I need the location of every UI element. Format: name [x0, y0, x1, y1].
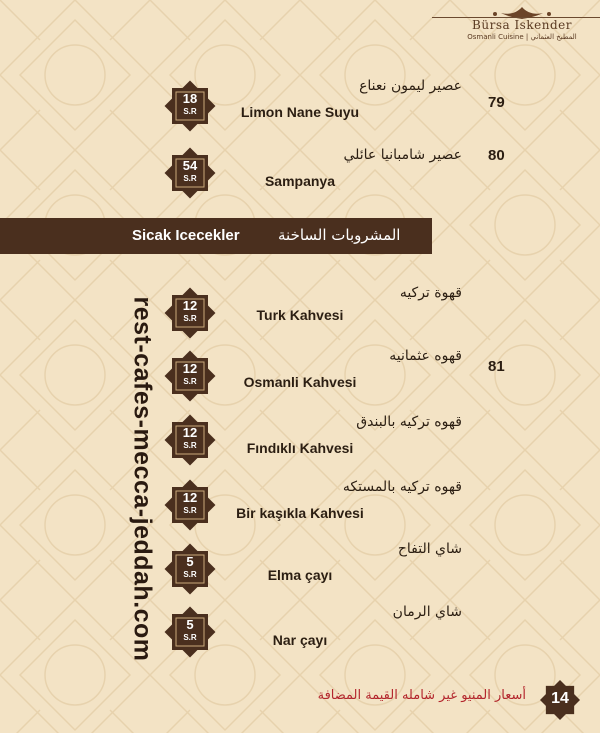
price: 18: [182, 91, 198, 106]
item-name-ar: شاي التفاح: [397, 541, 462, 557]
item-name-tr: Limon Nane Suyu: [240, 104, 360, 120]
price: 5: [186, 554, 194, 569]
item-name-ar: قهوه تركيه بالمستكه: [342, 479, 462, 495]
price: 12: [182, 298, 198, 313]
item-name-tr: Bir kaşıkla Kahvesi: [236, 505, 364, 521]
page-number: 14: [551, 690, 569, 707]
price: 12: [182, 425, 198, 440]
item-number: 81: [488, 358, 505, 375]
currency: S.R: [183, 441, 197, 450]
item-name-ar: عصير ليمون نعناع: [359, 78, 462, 94]
item-name-tr: Turk Kahvesi: [256, 307, 344, 323]
item-number: 79: [488, 94, 505, 111]
item-name-ar: قهوه عثمانيه: [389, 348, 462, 364]
currency: S.R: [183, 633, 197, 642]
currency: S.R: [183, 506, 197, 515]
vat-note: أسعار المنيو غير شامله القيمة المضافة: [317, 688, 526, 703]
item-name-ar: قهوة تركيه: [399, 285, 462, 301]
item-name-ar: شاي الرمان: [392, 604, 462, 620]
currency: S.R: [183, 314, 197, 323]
section-title-tr: Sicak Icecekler: [132, 227, 240, 244]
item-name-tr: Sampanya: [264, 173, 336, 189]
item-name-ar: قهوه تركيه بالبندق: [356, 414, 462, 430]
section-divider: [432, 17, 600, 18]
item-name-tr: Nar çayı: [272, 632, 328, 648]
item-name-tr: Osmanli Kahvesi: [243, 374, 357, 390]
section-header: [0, 218, 432, 254]
section-title-ar: المشروبات الساخنة: [278, 226, 401, 244]
brand-subtitle: Osmanli Cuisine | المطبخ العثماني: [467, 33, 577, 41]
price: 12: [182, 490, 198, 505]
currency: S.R: [183, 107, 197, 116]
item-number: 80: [488, 147, 505, 164]
price: 54: [182, 158, 198, 173]
brand-logo: [462, 6, 582, 41]
watermark-text: rest-cafes-mecca-jeddah.com: [128, 296, 157, 662]
currency: S.R: [183, 174, 197, 183]
page-number-badge: [538, 678, 582, 722]
brand-name: Bürsa Iskender: [472, 18, 572, 32]
currency: S.R: [183, 570, 197, 579]
price: 12: [182, 361, 198, 376]
item-name-ar: عصير شامبانيا عائلي: [343, 147, 462, 163]
watermark: [128, 296, 158, 662]
item-name-tr: Fındıklı Kahvesi: [246, 440, 354, 456]
item-name-tr: Elma çayı: [267, 567, 333, 583]
price: 5: [186, 617, 194, 632]
currency: S.R: [183, 377, 197, 386]
